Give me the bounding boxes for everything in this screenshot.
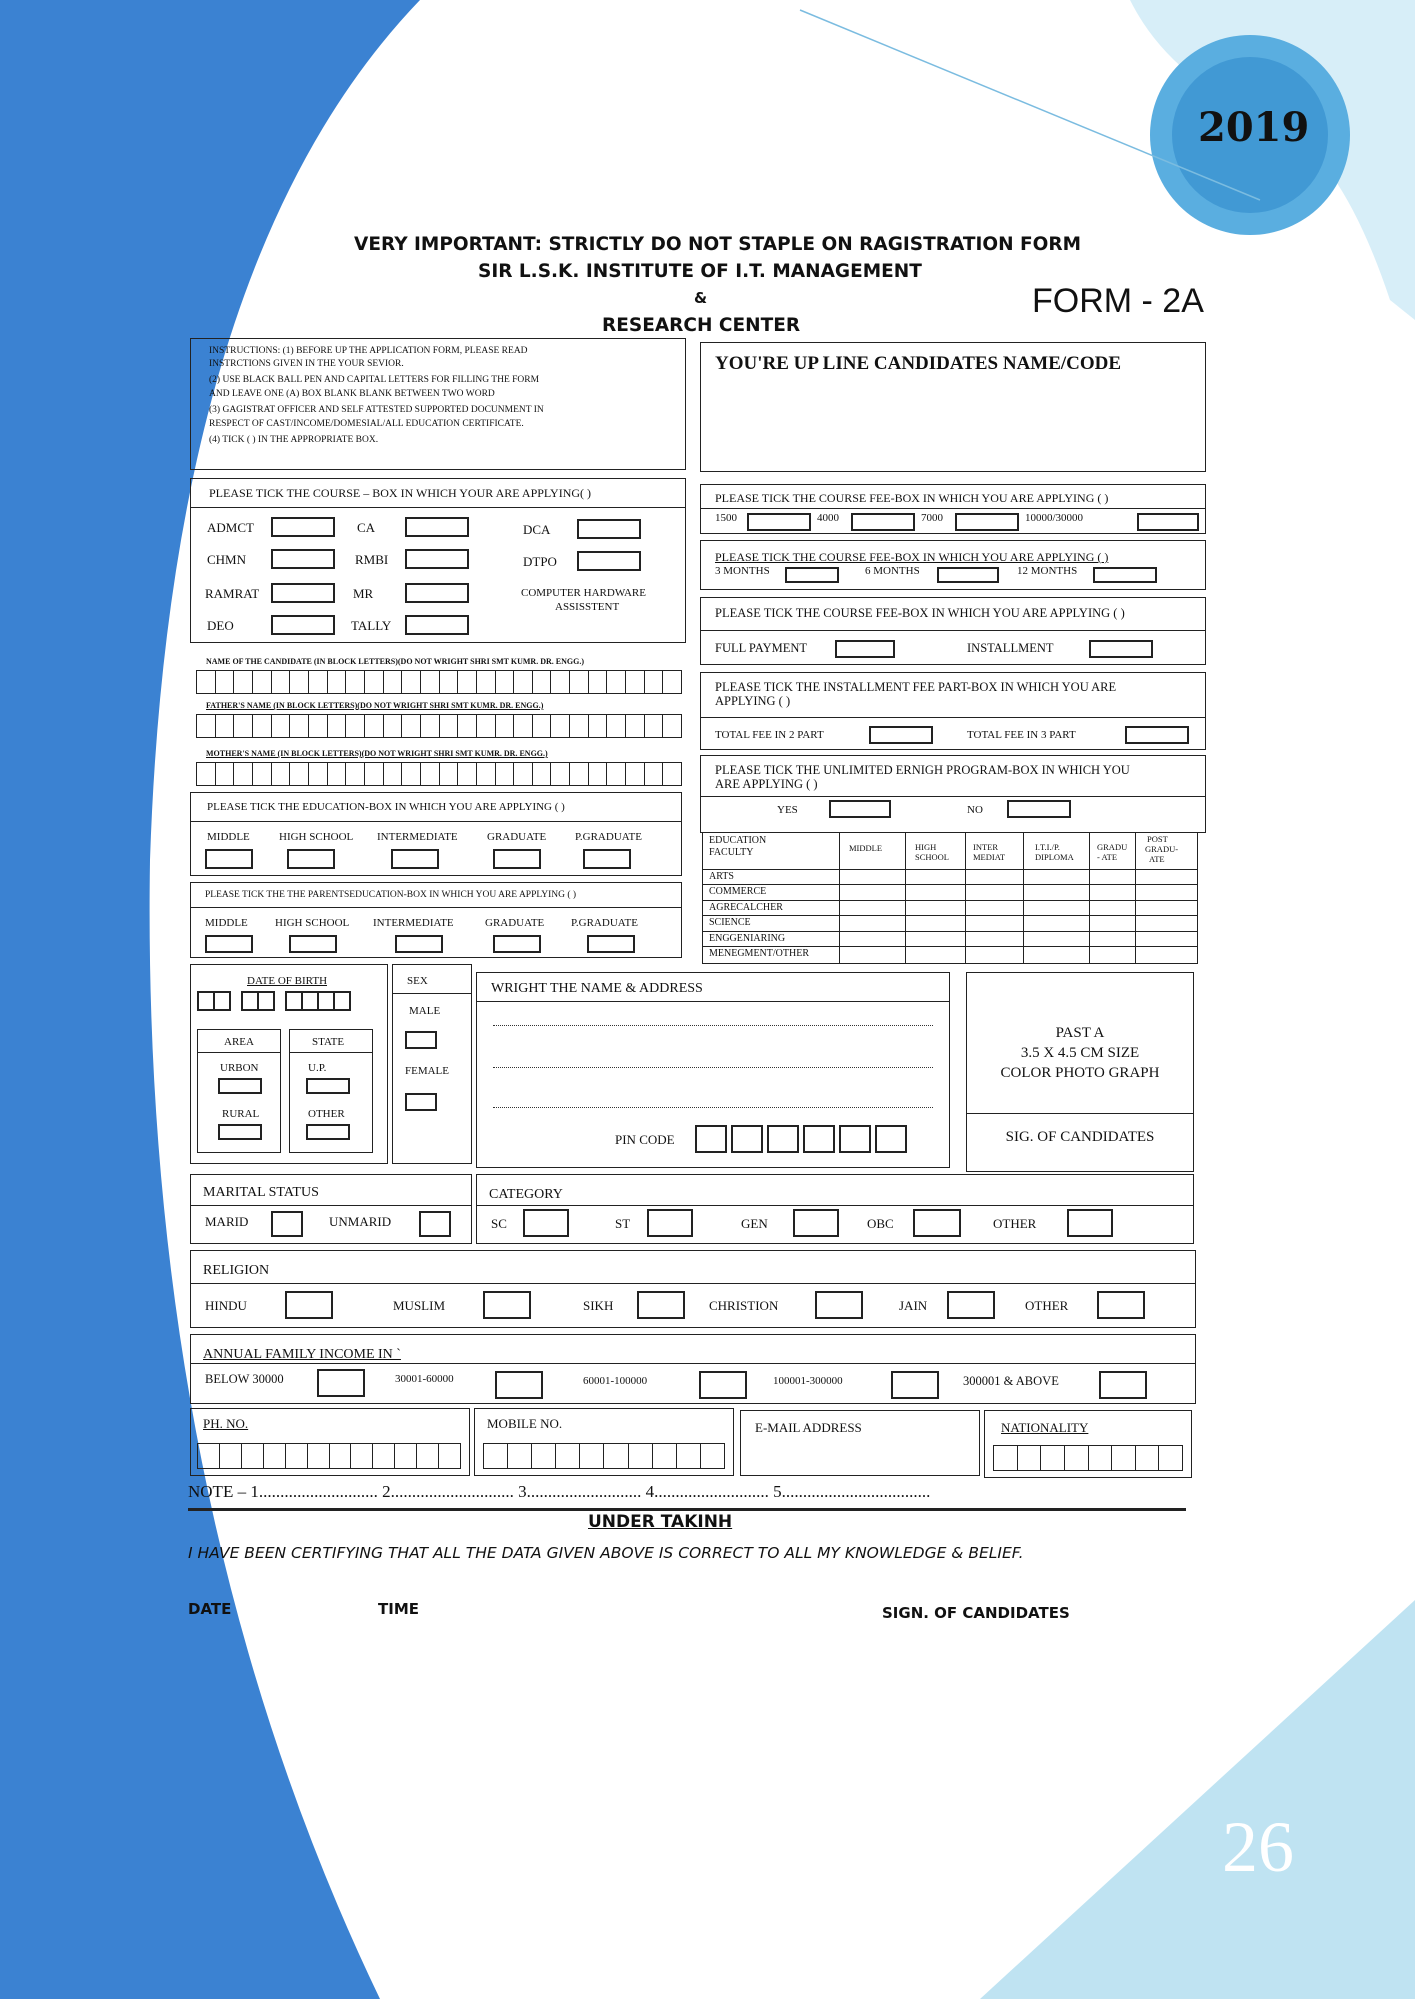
parents-education-pgraduate: P.GRADUATE	[571, 917, 638, 929]
parents-education-box	[190, 882, 682, 958]
state-up: U.P.	[308, 1062, 327, 1074]
course-ca-checkbox[interactable]	[405, 517, 469, 537]
religion-other: OTHER	[1025, 1298, 1069, 1313]
course-mr: MR	[353, 586, 374, 601]
income-below-30000-checkbox[interactable]	[317, 1369, 365, 1397]
faculty-row-science: SCIENCE	[709, 917, 751, 928]
state-other: OTHER	[308, 1108, 345, 1120]
area-rural: RURAL	[222, 1108, 260, 1120]
category-other: OTHER	[993, 1216, 1037, 1231]
faculty-col-gradu2: GRADU-	[1145, 844, 1179, 854]
address-line-3[interactable]	[493, 1107, 933, 1108]
signature-label: SIGN. OF CANDIDATES	[882, 1604, 1070, 1622]
instruction-line: (3) GAGISTRAT OFFICER AND SELF ATTESTED SUPPORTED DOCUNMENT IN	[209, 405, 544, 415]
faculty-col-gradu: GRADU	[1097, 842, 1128, 852]
sex-label: SEX	[407, 975, 428, 987]
income-300001-above-checkbox[interactable]	[1099, 1371, 1147, 1399]
payment-box	[700, 597, 1206, 665]
instruction-line: (2) USE BLACK BALL PEN AND CAPITAL LETTERS FOR FILLING THE FORM	[209, 375, 540, 385]
course-dtpo: DTPO	[523, 554, 557, 569]
religion-hindu-checkbox[interactable]	[285, 1291, 333, 1319]
duration-3-months: 3 MONTHS	[715, 565, 770, 577]
faculty-col-school: SCHOOL	[915, 852, 950, 862]
state-box	[289, 1029, 373, 1153]
education-graduate-checkbox[interactable]	[493, 849, 541, 869]
photo-line-2: 3.5 X 4.5 CM SIZE	[1020, 1045, 1140, 1061]
sex-female-checkbox[interactable]	[405, 1093, 437, 1111]
education-middle: MIDDLE	[207, 831, 250, 843]
course-ca: CA	[357, 520, 376, 535]
education-intermediate-checkbox[interactable]	[391, 849, 439, 869]
installment-box	[700, 672, 1206, 750]
duration-6-months-checkbox[interactable]	[937, 567, 999, 583]
nationality-label: NATIONALITY	[1001, 1420, 1089, 1435]
category-other-checkbox[interactable]	[1067, 1209, 1113, 1237]
marital-married-checkbox[interactable]	[271, 1211, 303, 1237]
faculty-row-arts: ARTS	[709, 871, 734, 882]
instruction-line: (4) TICK ( ) IN THE APPROPRIATE BOX.	[209, 435, 379, 445]
payment-installment: INSTALLMENT	[967, 641, 1054, 655]
faculty-corner-faculty: FACULTY	[709, 847, 754, 858]
duration-heading: PLEASE TICK THE COURSE FEE-BOX IN WHICH YOU ARE APPLYING ( )	[715, 550, 1109, 564]
dob-label: DATE OF BIRTH	[247, 975, 328, 987]
state-up-checkbox[interactable]	[306, 1078, 350, 1094]
education-middle-checkbox[interactable]	[205, 849, 253, 869]
earning-no: NO	[967, 804, 983, 816]
fee-1500-checkbox[interactable]	[747, 513, 811, 531]
education-pgraduate-checkbox[interactable]	[583, 849, 631, 869]
area-label: AREA	[224, 1036, 254, 1048]
installment-3-part: TOTAL FEE IN 3 PART	[967, 729, 1076, 741]
mobile-field[interactable]	[483, 1443, 725, 1469]
course-rmbi-checkbox[interactable]	[405, 549, 469, 569]
fee-heading: PLEASE TICK THE COURSE FEE-BOX IN WHICH YOU ARE APPLYING ( )	[715, 491, 1109, 505]
instruction-line: INSTRUCTIONS: (1) BEFORE UP THE APPLICATION FORM, PLEASE READ	[209, 346, 528, 356]
course-tally: TALLY	[351, 618, 392, 633]
address-line-1[interactable]	[493, 1025, 933, 1026]
religion-hindu: HINDU	[205, 1298, 247, 1313]
category-obc: OBC	[867, 1216, 894, 1231]
parents-education-graduate-checkbox[interactable]	[493, 935, 541, 953]
upline-label: YOU'RE UP LINE CANDIDATES NAME/CODE	[715, 353, 1122, 374]
category-label: CATEGORY	[489, 1187, 563, 1202]
pin-code-field[interactable]	[695, 1125, 907, 1153]
research-center: RESEARCH CENTER	[602, 315, 801, 336]
fee-10000-checkbox[interactable]	[1137, 513, 1199, 531]
father-name-field[interactable]	[196, 714, 682, 738]
marital-married: MARID	[205, 1214, 249, 1229]
category-st: ST	[615, 1216, 631, 1231]
course-heading: PLEASE TICK THE COURSE – BOX IN WHICH YOUR ARE APPLYING( )	[209, 486, 592, 500]
religion-other-checkbox[interactable]	[1097, 1291, 1145, 1319]
instruction-line: RESPECT OF CAST/INCOME/DOMESIAL/ALL EDUCATION CERTIFICATE.	[209, 419, 524, 429]
religion-sikh-checkbox[interactable]	[637, 1291, 685, 1319]
income-30001-60000-checkbox[interactable]	[495, 1371, 543, 1399]
year-badge: 2019	[1198, 104, 1310, 151]
installment-heading: PLEASE TICK THE INSTALLMENT FEE PART-BOX IN WHICH YOU ARE	[715, 680, 1117, 694]
institute-ampersand: &	[694, 289, 708, 307]
parents-education-middle-checkbox[interactable]	[205, 935, 253, 953]
education-pgraduate: P.GRADUATE	[575, 831, 642, 843]
course-chmn: CHMN	[207, 552, 247, 567]
earning-heading-2: ARE APPLYING ( )	[715, 777, 818, 791]
installment-2-part: TOTAL FEE IN 2 PART	[715, 729, 824, 741]
education-high-school-checkbox[interactable]	[287, 849, 335, 869]
faculty-col-diploma: DIPLOMA	[1035, 852, 1074, 862]
page-number: 26	[1222, 1807, 1294, 1887]
religion-label: RELIGION	[203, 1263, 270, 1278]
income-300001-above: 300001 & ABOVE	[963, 1374, 1059, 1388]
fee-4000-checkbox[interactable]	[851, 513, 915, 531]
course-dca: DCA	[523, 522, 551, 537]
faculty-row-commerce: COMMERCE	[709, 886, 767, 897]
photo-box[interactable]	[966, 972, 1194, 1172]
phone-box	[190, 1408, 470, 1476]
dob-field[interactable]	[197, 991, 351, 1011]
course-ramrat: RAMRAT	[205, 586, 260, 601]
course-admct: ADMCT	[207, 520, 254, 535]
fee-1500: 1500	[715, 512, 737, 524]
fee-10000: 10000/30000	[1025, 512, 1084, 524]
state-other-checkbox[interactable]	[306, 1124, 350, 1140]
religion-christian: CHRISTION	[709, 1298, 779, 1313]
parents-education-intermediate: INTERMEDIATE	[373, 917, 454, 929]
income-box	[190, 1334, 1196, 1404]
candidate-name-field[interactable]	[196, 670, 682, 694]
faculty-col-post: POST	[1147, 834, 1168, 844]
faculty-col-high: HIGH	[915, 842, 937, 852]
marital-unmarried: UNMARID	[329, 1214, 392, 1229]
mobile-box	[474, 1408, 734, 1476]
religion-box	[190, 1250, 1196, 1328]
fee-4000: 4000	[817, 512, 839, 524]
course-dca-checkbox[interactable]	[577, 519, 641, 539]
course-admct-checkbox[interactable]	[271, 517, 335, 537]
sex-male-checkbox[interactable]	[405, 1031, 437, 1049]
parents-education-intermediate-checkbox[interactable]	[395, 935, 443, 953]
sex-box	[392, 964, 472, 1164]
area-rural-checkbox[interactable]	[218, 1124, 262, 1140]
religion-jain: JAIN	[899, 1298, 928, 1313]
education-box	[190, 792, 682, 876]
religion-jain-checkbox[interactable]	[947, 1291, 995, 1319]
note-divider	[188, 1508, 1186, 1511]
course-deo-checkbox[interactable]	[271, 615, 335, 635]
faculty-row-agriculture: AGRECALCHER	[709, 902, 783, 913]
form-id: FORM - 2A	[1032, 282, 1204, 320]
time-label: TIME	[378, 1600, 419, 1618]
income-60001-100000: 60001-100000	[583, 1375, 648, 1387]
fee-7000: 7000	[921, 512, 943, 524]
photo-line-1: PAST A	[1055, 1025, 1105, 1041]
income-100001-300000: 100001-300000	[773, 1375, 843, 1387]
faculty-col-ate2: ATE	[1149, 854, 1165, 864]
area-urban: URBON	[220, 1062, 259, 1074]
course-deo: DEO	[207, 618, 234, 633]
faculty-col-mediat: MEDIAT	[973, 852, 1006, 862]
marital-box	[190, 1174, 472, 1244]
undertaking-text: I HAVE BEEN CERTIFYING THAT ALL THE DATA GIVEN ABOVE IS CORRECT TO ALL MY KNOWLEDGE & BELIEF.	[188, 1544, 1024, 1562]
payment-full-checkbox[interactable]	[835, 640, 895, 658]
parents-education-high-school-checkbox[interactable]	[289, 935, 337, 953]
faculty-corner-education: EDUCATION	[709, 835, 767, 846]
email-box[interactable]	[740, 1410, 980, 1476]
earning-heading: PLEASE TICK THE UNLIMITED ERNIGH PROGRAM-BOX IN WHICH YOU	[715, 763, 1130, 777]
sex-female: FEMALE	[405, 1065, 449, 1077]
category-gen: GEN	[741, 1216, 768, 1231]
course-computer-hardware: COMPUTER HARDWARE	[521, 587, 646, 599]
earning-program-box	[700, 755, 1206, 833]
staple-notice: VERY IMPORTANT: STRICTLY DO NOT STAPLE ON RAGISTRATION FORM	[354, 234, 1082, 255]
candidate-name-label: NAME OF THE CANDIDATE (IN BLOCK LETTERS)(DO NOT WRIGHT SHRI SMT KUMR. DR. ENGG.)	[206, 657, 584, 666]
parents-education-high-school: HIGH SCHOOL	[275, 917, 350, 929]
parents-education-pgraduate-checkbox[interactable]	[587, 935, 635, 953]
course-ramrat-checkbox[interactable]	[271, 583, 335, 603]
mobile-label: MOBILE NO.	[487, 1416, 563, 1431]
category-gen-checkbox[interactable]	[793, 1209, 839, 1237]
faculty-col-iti: I.T.I./P.	[1035, 842, 1060, 852]
category-obc-checkbox[interactable]	[913, 1209, 961, 1237]
duration-box	[700, 540, 1206, 590]
instructions-box	[190, 338, 686, 470]
education-heading: PLEASE TICK THE EDUCATION-BOX IN WHICH YOU ARE APPLYING ( )	[207, 801, 565, 813]
faculty-table	[702, 832, 1198, 964]
parents-education-middle: MIDDLE	[205, 917, 248, 929]
faculty-row-engineering: ENGGENIARING	[709, 933, 786, 944]
phone-field[interactable]	[197, 1443, 461, 1469]
phone-label: PH. NO.	[203, 1416, 249, 1431]
category-sc: SC	[491, 1216, 507, 1231]
category-box	[476, 1174, 1194, 1244]
earning-no-checkbox[interactable]	[1007, 800, 1071, 818]
fee-box	[700, 484, 1206, 534]
marital-unmarried-checkbox[interactable]	[419, 1211, 451, 1237]
photo-line-3: COLOR PHOTO GRAPH	[1000, 1065, 1160, 1081]
duration-12-months: 12 MONTHS	[1017, 565, 1078, 577]
installment-3-part-checkbox[interactable]	[1125, 726, 1189, 744]
category-sc-checkbox[interactable]	[523, 1209, 569, 1237]
note-line[interactable]: NOTE – 1............................ 2............................. 3........................... 4........................... 5...................................	[188, 1482, 931, 1501]
parents-education-heading: PLEASE TICK THE THE PARENTSEDUCATION-BOX IN WHICH YOU ARE APPLYING ( )	[205, 890, 577, 900]
nationality-field[interactable]	[993, 1445, 1183, 1471]
education-high-school: HIGH SCHOOL	[279, 831, 354, 843]
date-label: DATE	[188, 1600, 232, 1618]
sex-male: MALE	[409, 1005, 441, 1017]
course-assisstent: ASSISSTENT	[555, 601, 620, 613]
category-st-checkbox[interactable]	[647, 1209, 693, 1237]
photo-signature-label: SIG. OF CANDIDATES	[1005, 1129, 1155, 1145]
course-mr-checkbox[interactable]	[405, 583, 469, 603]
course-chmn-checkbox[interactable]	[271, 549, 335, 569]
institute-name: SIR L.S.K. INSTITUTE OF I.T. MANAGEMENT	[478, 261, 922, 282]
income-label: ANNUAL FAMILY INCOME IN `	[203, 1347, 401, 1362]
faculty-row-management: MENEGMENT/OTHER	[709, 948, 809, 959]
area-urban-checkbox[interactable]	[218, 1078, 262, 1094]
income-60001-100000-checkbox[interactable]	[699, 1371, 747, 1399]
duration-6-months: 6 MONTHS	[865, 565, 920, 577]
installment-2-part-checkbox[interactable]	[869, 726, 933, 744]
state-label: STATE	[312, 1036, 345, 1048]
area-box	[197, 1029, 281, 1153]
parents-education-graduate: GRADUATE	[485, 917, 545, 929]
religion-muslim-checkbox[interactable]	[483, 1291, 531, 1319]
faculty-col-inter: INTER	[973, 842, 999, 852]
instruction-line: AND LEAVE ONE (A) BOX BLANK BLANK BETWEEN TWO WORD	[209, 389, 495, 399]
pin-code-label: PIN CODE	[615, 1132, 675, 1147]
payment-full: FULL PAYMENT	[715, 641, 808, 655]
instruction-line: INSTRCTIONS GIVEN IN THE YOUR SEVIOR.	[209, 359, 404, 369]
undertaking-title: UNDER TAKINH	[588, 1512, 733, 1532]
dob-area-box	[190, 964, 388, 1164]
email-label: E-MAIL ADDRESS	[755, 1420, 862, 1435]
address-line-2[interactable]	[493, 1067, 933, 1068]
earning-yes-checkbox[interactable]	[829, 800, 891, 818]
mother-name-label: MOTHER'S NAME (IN BLOCK LETTERS)(DO NOT WRIGHT SHRI SMT KUMR. DR. ENGG.)	[206, 749, 548, 758]
fee-7000-checkbox[interactable]	[955, 513, 1019, 531]
father-name-label: FATHER'S NAME (IN BLOCK LETTERS)(DO NOT WRIGHT SHRI SMT KUMR. DR. ENGG.)	[206, 701, 544, 710]
religion-sikh: SIKH	[583, 1298, 614, 1313]
religion-christian-checkbox[interactable]	[815, 1291, 863, 1319]
income-30001-60000: 30001-60000	[395, 1373, 454, 1385]
religion-muslim: MUSLIM	[393, 1298, 446, 1313]
earning-yes: YES	[777, 804, 798, 816]
education-graduate: GRADUATE	[487, 831, 547, 843]
education-intermediate: INTERMEDIATE	[377, 831, 458, 843]
duration-3-months-checkbox[interactable]	[785, 567, 839, 583]
address-box	[476, 972, 950, 1168]
course-tally-checkbox[interactable]	[405, 615, 469, 635]
nationality-box	[984, 1410, 1192, 1478]
installment-heading-2: APPLYING ( )	[715, 694, 791, 708]
income-below-30000: BELOW 30000	[205, 1372, 284, 1386]
income-100001-300000-checkbox[interactable]	[891, 1371, 939, 1399]
payment-installment-checkbox[interactable]	[1089, 640, 1153, 658]
upline-box[interactable]	[700, 342, 1206, 472]
faculty-col-ate: - ATE	[1097, 852, 1118, 862]
course-box	[190, 478, 686, 643]
faculty-col-middle: MIDDLE	[849, 843, 883, 853]
mother-name-field[interactable]	[196, 762, 682, 786]
course-dtpo-checkbox[interactable]	[577, 551, 641, 571]
duration-12-months-checkbox[interactable]	[1093, 567, 1157, 583]
payment-heading: PLEASE TICK THE COURSE FEE-BOX IN WHICH YOU ARE APPLYING ( )	[715, 606, 1125, 620]
address-label: WRIGHT THE NAME & ADDRESS	[491, 981, 703, 996]
marital-label: MARITAL STATUS	[203, 1185, 319, 1200]
course-rmbi: RMBI	[355, 552, 389, 567]
